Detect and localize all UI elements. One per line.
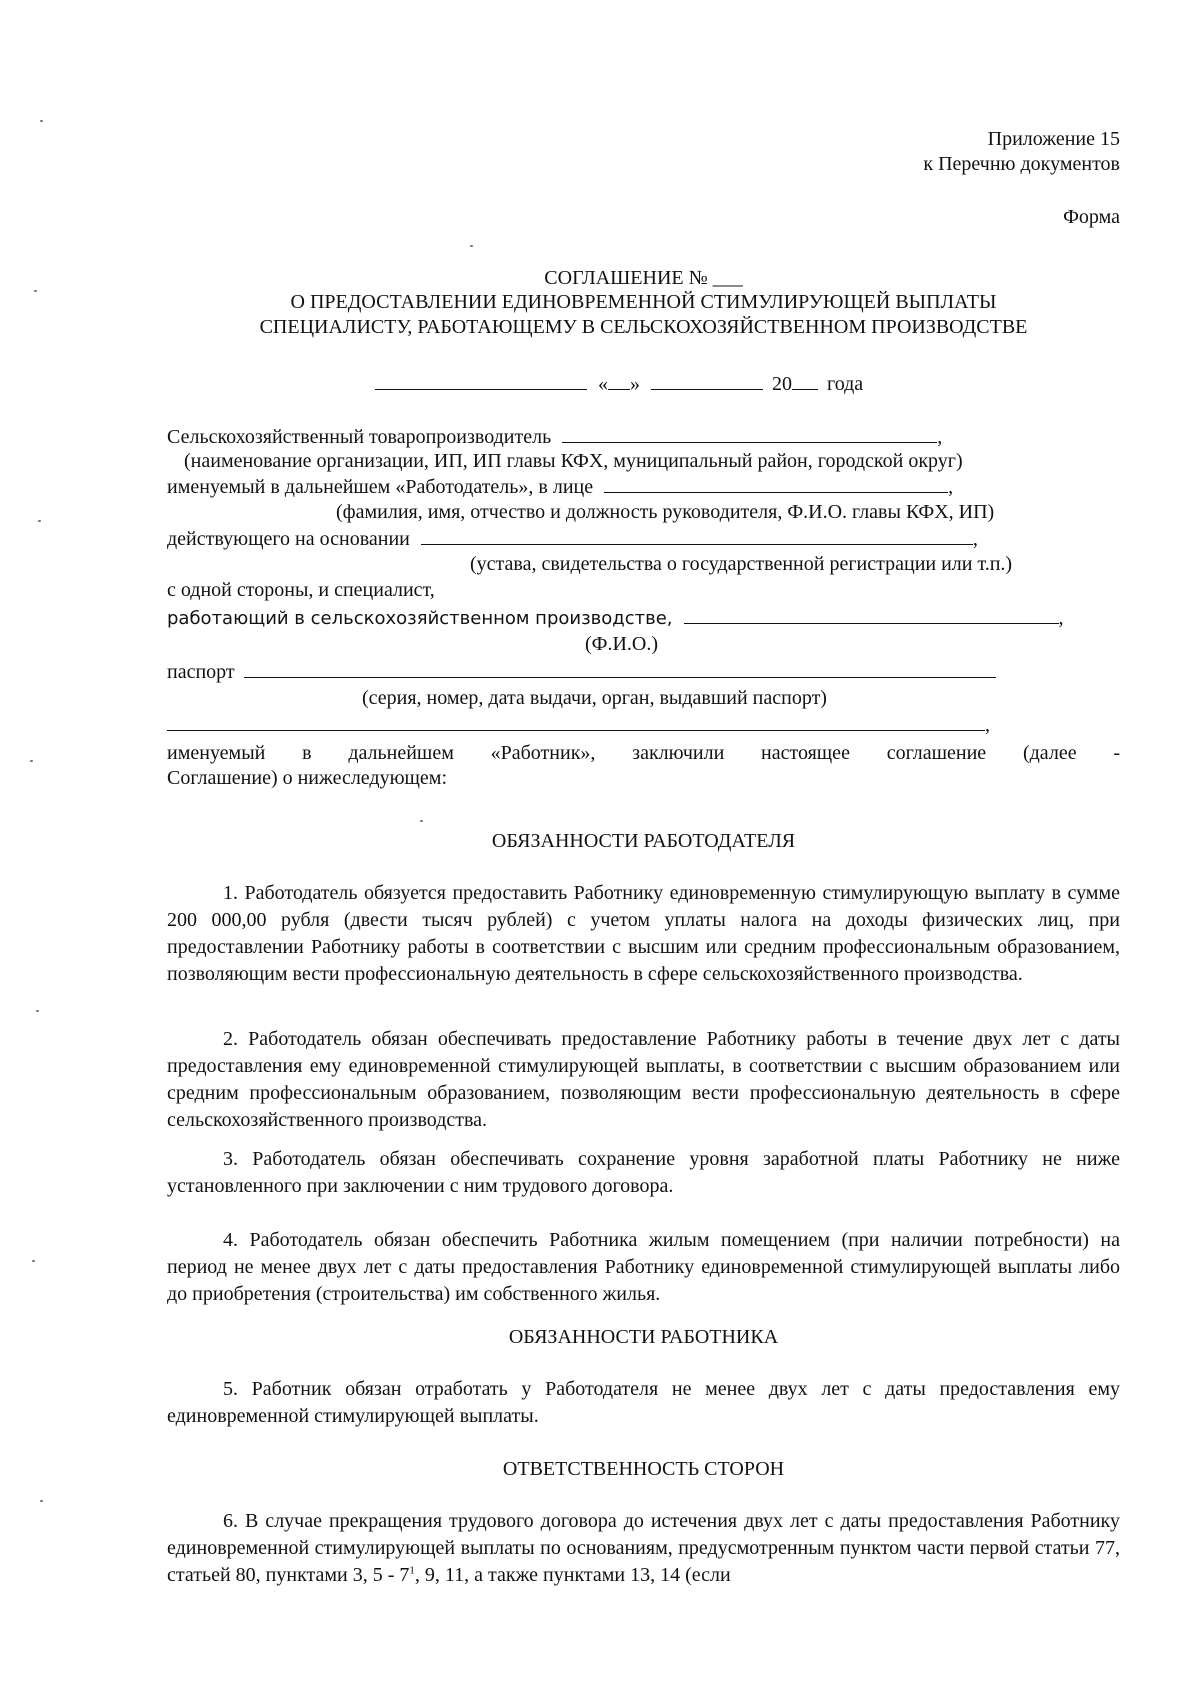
producer-blank[interactable] <box>562 424 937 443</box>
scan-speck <box>34 290 37 292</box>
clause-5 <box>167 1376 1120 1430</box>
passport-label: паспорт <box>167 661 235 683</box>
agreement-subtitle-1: О ПРЕДОСТАВЛЕНИИ ЕДИНОВРЕМЕННОЙ СТИМУЛИРУЮЩЕЙ ВЫПЛАТЫ <box>290 291 997 313</box>
agreement-subtitle-2: СПЕЦИАЛИСТУ, РАБОТАЮЩЕМУ В СЕЛЬСКОХОЗЯЙСТВЕННОМ ПРОИЗВОДСТВЕ <box>259 316 1028 338</box>
appendix-reference: к Перечню документов <box>923 153 1120 175</box>
clause-6-text <box>167 1508 1120 1589</box>
employer-hint: (фамилия, имя, отчество и должность руководителя, Ф.И.О. главы КФХ, ИП) <box>336 501 995 523</box>
clause-4-text: 4. Работодатель обязан обеспечить Работника жилым помещением (при наличии потребности) на период не менее двух лет с даты предоставления Работнику единовременной стимулирующей выплаты либо до приобретения (строительства) им собственного жилья. <box>167 1229 1120 1305</box>
day-blank[interactable] <box>608 371 630 390</box>
scan-speck <box>30 760 33 762</box>
comma: , <box>985 714 990 736</box>
year-prefix: 20 <box>772 373 792 395</box>
specialist-label: работающий в сельскохозяйственном производстве, <box>167 608 673 629</box>
date-line <box>375 371 863 396</box>
place-blank[interactable] <box>375 371 587 390</box>
clause-6-superscript: 1 <box>409 1564 415 1577</box>
employer-label: именуемый в дальнейшем «Работодатель», в лице <box>167 476 594 498</box>
clause-4 <box>167 1227 1120 1308</box>
year-suffix: года <box>827 373 864 395</box>
clause-1-text: 1. Работодатель обязуется предоставить Работнику единовременную стимулирующую выплату в сумме 200 000,00 рубля (двести тысяч рублей) с учетом уплаты налога на доходы физических лиц, при предоставлении Работнику работы в соответствии с высшим или средним профессиональным образованием, позволяющим вести профессиональную деятельность в сфере сельскохозяйственного производства. <box>167 882 1120 985</box>
section-liability: ОТВЕТСТВЕННОСТЬ СТОРОН <box>502 1458 785 1480</box>
section-employer-duties: ОБЯЗАННОСТИ РАБОТОДАТЕЛЯ <box>491 830 796 852</box>
clause-1 <box>167 880 1120 988</box>
scan-speck <box>32 1260 35 1262</box>
employee-definition-line2: Соглашение) о нижеследующем: <box>167 767 448 789</box>
passport-continuation-line <box>167 712 990 737</box>
passport-continuation-blank[interactable] <box>167 712 985 731</box>
clause-6 <box>167 1508 1120 1589</box>
clause-2-text: 2. Работодатель обязан обеспечивать предоставление Работнику работы в течение двух лет с даты предоставления ему единовременной стимулирующей выплаты, в соответствии с высшим образованием или средним профессиональным образованием, позволяющим вести профессиональную деятельность в сфере сельскохозяйственного производства. <box>167 1028 1120 1131</box>
quote-close: » <box>630 373 640 395</box>
section-employee-duties: ОБЯЗАННОСТИ РАБОТНИКА <box>508 1326 779 1348</box>
scan-speck <box>470 245 473 247</box>
clause-5-text: 5. Работник обязан отработать у Работодателя не менее двух лет с даты предоставления ему единовременной стимулирующей выплаты. <box>167 1378 1120 1427</box>
scan-speck <box>40 1500 43 1502</box>
clause-6-part-1: 6. В случае прекращения трудового договора до истечения двух лет с даты предоставления Работнику единовременной стимулирующей выплаты по основаниям, предусмотренным пунктом части первой статьи 77, статьей 80, пунктами 3, 5 - 7 <box>167 1510 1120 1586</box>
scan-speck <box>38 520 41 522</box>
scan-speck <box>40 120 43 122</box>
specialist-hint: (Ф.И.О.) <box>585 633 659 655</box>
quote-open: « <box>598 373 608 395</box>
form-label: Форма <box>1063 206 1120 228</box>
producer-hint: (наименование организации, ИП, ИП главы КФХ, муниципальный район, городской округ) <box>184 450 963 472</box>
producer-line <box>167 424 942 449</box>
year-blank[interactable] <box>792 371 818 390</box>
employer-line <box>167 474 953 499</box>
basis-label: действующего на основании <box>167 528 410 550</box>
specialist-line <box>167 605 1064 631</box>
producer-label: Сельскохозяйственный товаропроизводитель <box>167 426 552 448</box>
comma: , <box>1058 607 1064 629</box>
employee-definition-line1: именуемый в дальнейшем «Работник», заключили настоящее соглашение (далее - <box>167 742 1120 764</box>
basis-hint: (устава, свидетельства о государственной регистрации или т.п.) <box>470 553 1013 575</box>
scan-speck <box>36 1010 39 1012</box>
basis-blank[interactable] <box>421 526 973 545</box>
month-blank[interactable] <box>651 371 763 390</box>
one-side-text: с одной стороны, и специалист, <box>167 579 435 601</box>
appendix-number: Приложение 15 <box>987 128 1120 150</box>
comma: , <box>937 426 943 448</box>
agreement-title: СОГЛАШЕНИЕ № ___ <box>544 267 743 289</box>
basis-line <box>167 526 978 551</box>
comma: , <box>948 476 954 498</box>
specialist-blank[interactable] <box>684 605 1059 624</box>
clause-3 <box>167 1146 1120 1200</box>
employer-blank[interactable] <box>604 474 948 493</box>
clause-2 <box>167 1026 1120 1134</box>
scan-speck <box>420 820 423 822</box>
clause-3-text: 3. Работодатель обязан обеспечивать сохранение уровня заработной платы Работнику не ниже установленного при заключении с ним трудового договора. <box>167 1148 1120 1197</box>
passport-line <box>167 659 996 684</box>
comma: , <box>972 528 978 550</box>
passport-hint: (серия, номер, дата выдачи, орган, выдавший паспорт) <box>362 687 827 709</box>
clause-6-part-2: , 9, 11, а также пунктами 13, 14 (если <box>414 1564 731 1586</box>
passport-blank[interactable] <box>244 659 996 678</box>
